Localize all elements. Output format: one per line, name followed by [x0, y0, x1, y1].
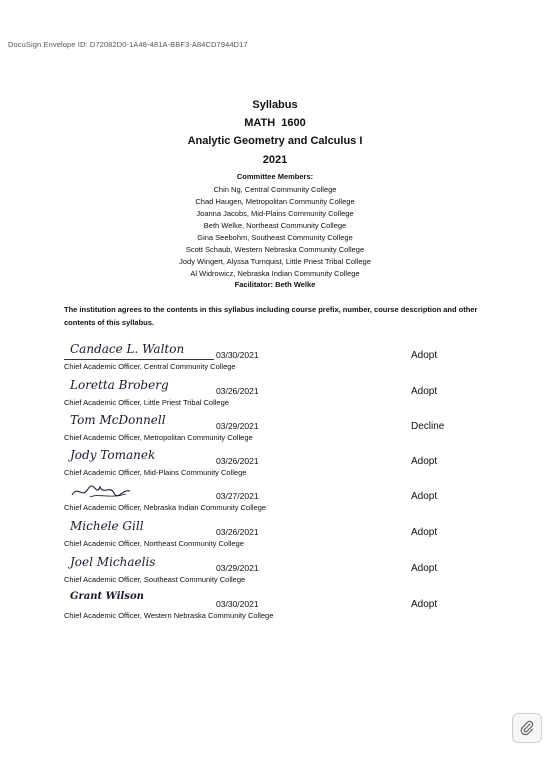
- signature: Grant Wilson: [70, 591, 144, 602]
- committee-member: Joanna Jacobs, Mid-Plains Community College: [196, 209, 354, 218]
- signature-date: 03/29/2021: [216, 421, 259, 431]
- signer-title: Chief Academic Officer, Mid-Plains Community College: [64, 468, 247, 477]
- decision: Adopt: [411, 563, 438, 574]
- signer-title: Chief Academic Officer, Northeast Community College: [64, 539, 244, 548]
- signature-date: 03/29/2021: [216, 563, 259, 573]
- signature-row: [0, 591, 550, 627]
- document-title: Syllabus: [252, 99, 298, 111]
- signer-title: Chief Academic Officer, Nebraska Indian Community College: [64, 503, 267, 512]
- committee-member: Al Widrowicz, Nebraska Indian Community College: [190, 269, 360, 278]
- signer-title: Chief Academic Officer, Central Community College: [64, 362, 236, 371]
- year: 2021: [262, 154, 288, 166]
- committee-member: Scott Schaub, Western Nebraska Community College: [185, 245, 365, 254]
- signature-row: [0, 519, 550, 555]
- signature-row: [0, 448, 550, 484]
- decision: Adopt: [411, 456, 438, 467]
- signature-line: [64, 359, 214, 360]
- signer-title: Chief Academic Officer, Western Nebraska Community College: [64, 611, 274, 620]
- committee-member: Chin Ng, Central Community College: [213, 185, 337, 194]
- committee-member: Chad Haugen, Metropolitan Community College: [195, 197, 355, 206]
- signature-date: 03/26/2021: [216, 386, 259, 396]
- signer-title: Chief Academic Officer, Southeast Community College: [64, 575, 246, 584]
- course-code: MATH 1600: [244, 117, 306, 129]
- signature-row: [0, 378, 550, 414]
- signature-scribble: [70, 483, 132, 501]
- signature: Loretta Broberg: [70, 378, 169, 392]
- signer-title: Chief Academic Officer, Metropolitan Community College: [64, 433, 253, 442]
- signature-date: 03/26/2021: [216, 527, 259, 537]
- facilitator: Facilitator: Beth Welke: [234, 280, 316, 289]
- decision: Adopt: [411, 491, 438, 502]
- attachment-button[interactable]: [512, 713, 542, 743]
- signature-row: [0, 555, 550, 591]
- decision: Adopt: [411, 599, 438, 610]
- signature-date: 03/26/2021: [216, 456, 259, 466]
- decision: Decline: [411, 421, 445, 432]
- signature: Tom McDonnell: [70, 413, 166, 427]
- signature-row: [0, 342, 550, 378]
- committee-members-list: [0, 184, 550, 280]
- signature-date: 03/27/2021: [216, 491, 259, 501]
- signature-row: [0, 413, 550, 449]
- committee-label: Committee Members:: [236, 172, 314, 181]
- signature: Joel Michaelis: [70, 555, 156, 569]
- committee-member: Gina Seebohm, Southeast Community College: [197, 233, 353, 242]
- signature-date: 03/30/2021: [216, 350, 259, 360]
- committee-member: Jody Wingert, Alyssa Turnquist, Little Priest Tribal College: [179, 257, 371, 266]
- decision: Adopt: [411, 350, 438, 361]
- signature-date: 03/30/2021: [216, 599, 259, 609]
- signature-row: [0, 483, 550, 519]
- signature: Michele Gill: [70, 519, 144, 533]
- committee-member: Beth Welke, Northeast Community College: [203, 221, 347, 230]
- agreement-text: The institution agrees to the contents in this syllabus including course prefix, number, course description and other contents of this syllabus.: [64, 305, 478, 327]
- envelope-id: DocuSign Envelope ID: D72082D0-1A48-481A-BBF3-A84CD7944D17: [8, 40, 248, 49]
- signature: Jody Tomanek: [70, 448, 156, 462]
- signer-title: Chief Academic Officer, Little Priest Tribal College: [64, 398, 229, 407]
- decision: Adopt: [411, 386, 438, 397]
- decision: Adopt: [411, 527, 438, 538]
- signature: Candace L. Walton: [70, 342, 185, 356]
- paperclip-icon: [519, 720, 535, 736]
- course-name: Analytic Geometry and Calculus I: [187, 135, 363, 147]
